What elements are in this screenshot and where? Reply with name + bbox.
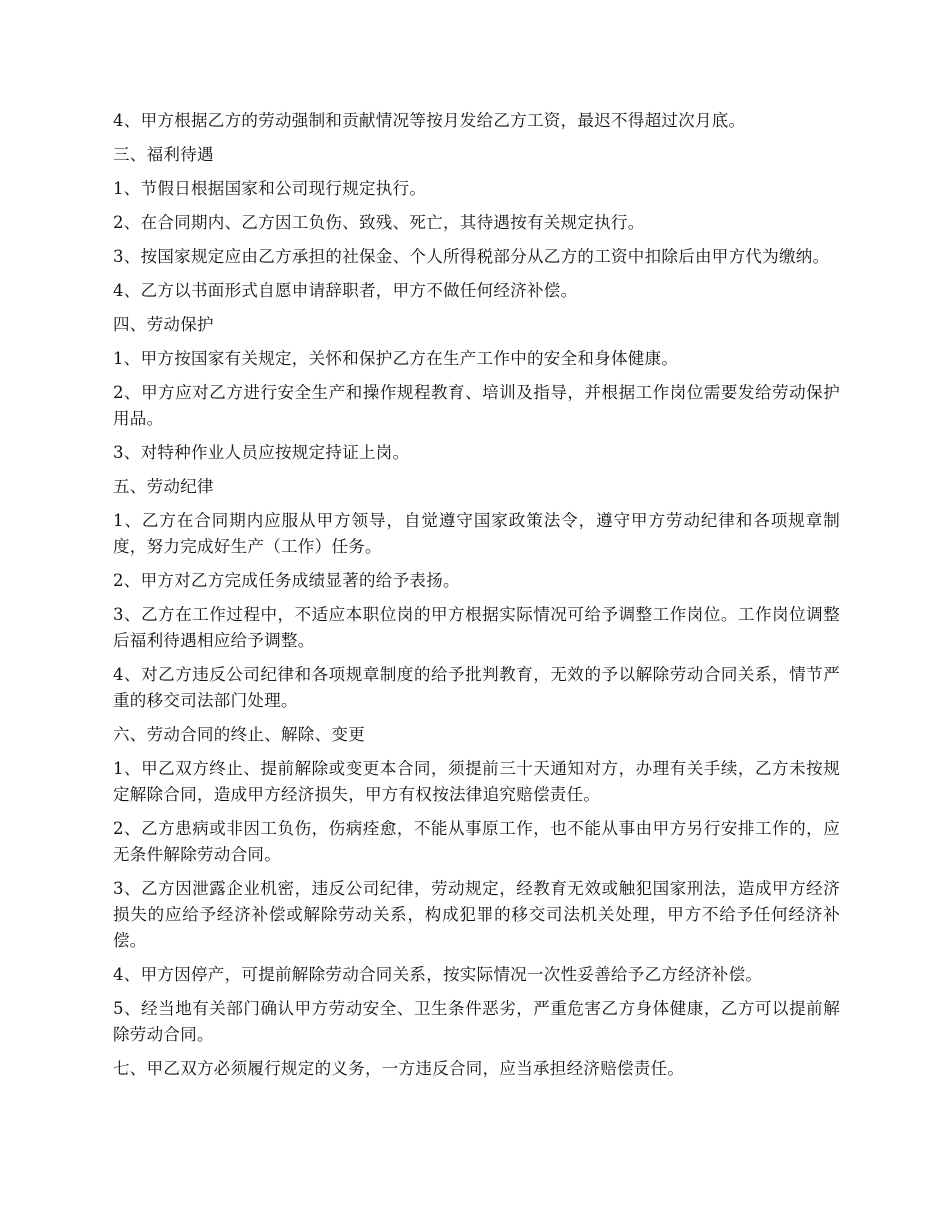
clause-5-1: 1、乙方在合同期内应服从甲方领导，自觉遵守国家政策法令，遵守甲方劳动纪律和各项规章制度，努力完成好生产（工作）任务。: [113, 511, 840, 556]
clause-5-4: 4、对乙方违反公司纪律和各项规章制度的给予批判教育，无效的予以解除劳动合同关系，情节严重的移交司法部门处理。: [113, 665, 840, 710]
section-heading-labor-discipline: 五、劳动纪律: [113, 477, 214, 496]
clause-5-2: 2、甲方对乙方完成任务成绩显著的给予表扬。: [113, 571, 460, 590]
clause-5-3: 3、乙方在工作过程中，不适应本职位岗的甲方根据实际情况可给予调整工作岗位。工作岗位调整后福利待遇相应给予调整。: [113, 605, 840, 650]
clause-4-3: 3、对特种作业人员应按规定持证上岗。: [113, 443, 410, 462]
document-page: [113, 108, 840, 1090]
clause-4-1: 1、甲方按国家有关规定，关怀和保护乙方在生产工作中的安全和身体健康。: [113, 349, 679, 368]
clause-4-2: 2、甲方应对乙方进行安全生产和操作规程教育、培训及指导，并根据工作岗位需要发给劳动保护用品。: [113, 383, 840, 428]
clause-6-2: 2、乙方患病或非因工负伤，伤病痊愈，不能从事原工作，也不能从事由甲方另行安排工作的，应无条件解除劳动合同。: [113, 819, 840, 864]
clause-6-1: 1、甲乙双方终止、提前解除或变更本合同，须提前三十天通知对方，办理有关手续，乙方未按规定解除合同，造成甲方经济损失，甲方有权按法律追究赔偿责任。: [113, 759, 840, 804]
clause-3-2: 2、在合同期内、乙方因工负伤、致残、死亡，其待遇按有关规定执行。: [113, 213, 645, 232]
section-heading-obligations: 七、甲乙双方必须履行规定的义务，一方违反合同，应当承担经济赔偿责任。: [113, 1059, 685, 1078]
clause-3-3: 3、按国家规定应由乙方承担的社保金、个人所得税部分从乙方的工资中扣除后由甲方代为缴纳。: [113, 247, 830, 266]
clause-2-4: 4、甲方根据乙方的劳动强制和贡献情况等按月发给乙方工资，最迟不得超过次月底。: [113, 111, 746, 130]
clause-3-4: 4、乙方以书面形式自愿申请辞职者，甲方不做任何经济补偿。: [113, 281, 578, 300]
clause-6-5: 5、经当地有关部门确认甲方劳动安全、卫生条件恶劣，严重危害乙方身体健康，乙方可以提前解除劳动合同。: [113, 999, 840, 1044]
section-heading-labor-protection: 四、劳动保护: [113, 315, 214, 334]
clause-3-1: 1、节假日根据国家和公司现行规定执行。: [113, 179, 427, 198]
section-heading-welfare: 三、福利待遇: [113, 145, 214, 164]
clause-6-3: 3、乙方因泄露企业机密，违反公司纪律，劳动规定，经教育无效或触犯国家刑法，造成甲方经济损失的应给予经济补偿或解除劳动关系，构成犯罪的移交司法机关处理，甲方不给予任何经济补偿。: [113, 879, 840, 950]
clause-6-4: 4、甲方因停产，可提前解除劳动合同关系，按实际情况一次性妥善给予乙方经济补偿。: [113, 965, 763, 984]
section-heading-termination: 六、劳动合同的终止、解除、变更: [113, 725, 365, 744]
